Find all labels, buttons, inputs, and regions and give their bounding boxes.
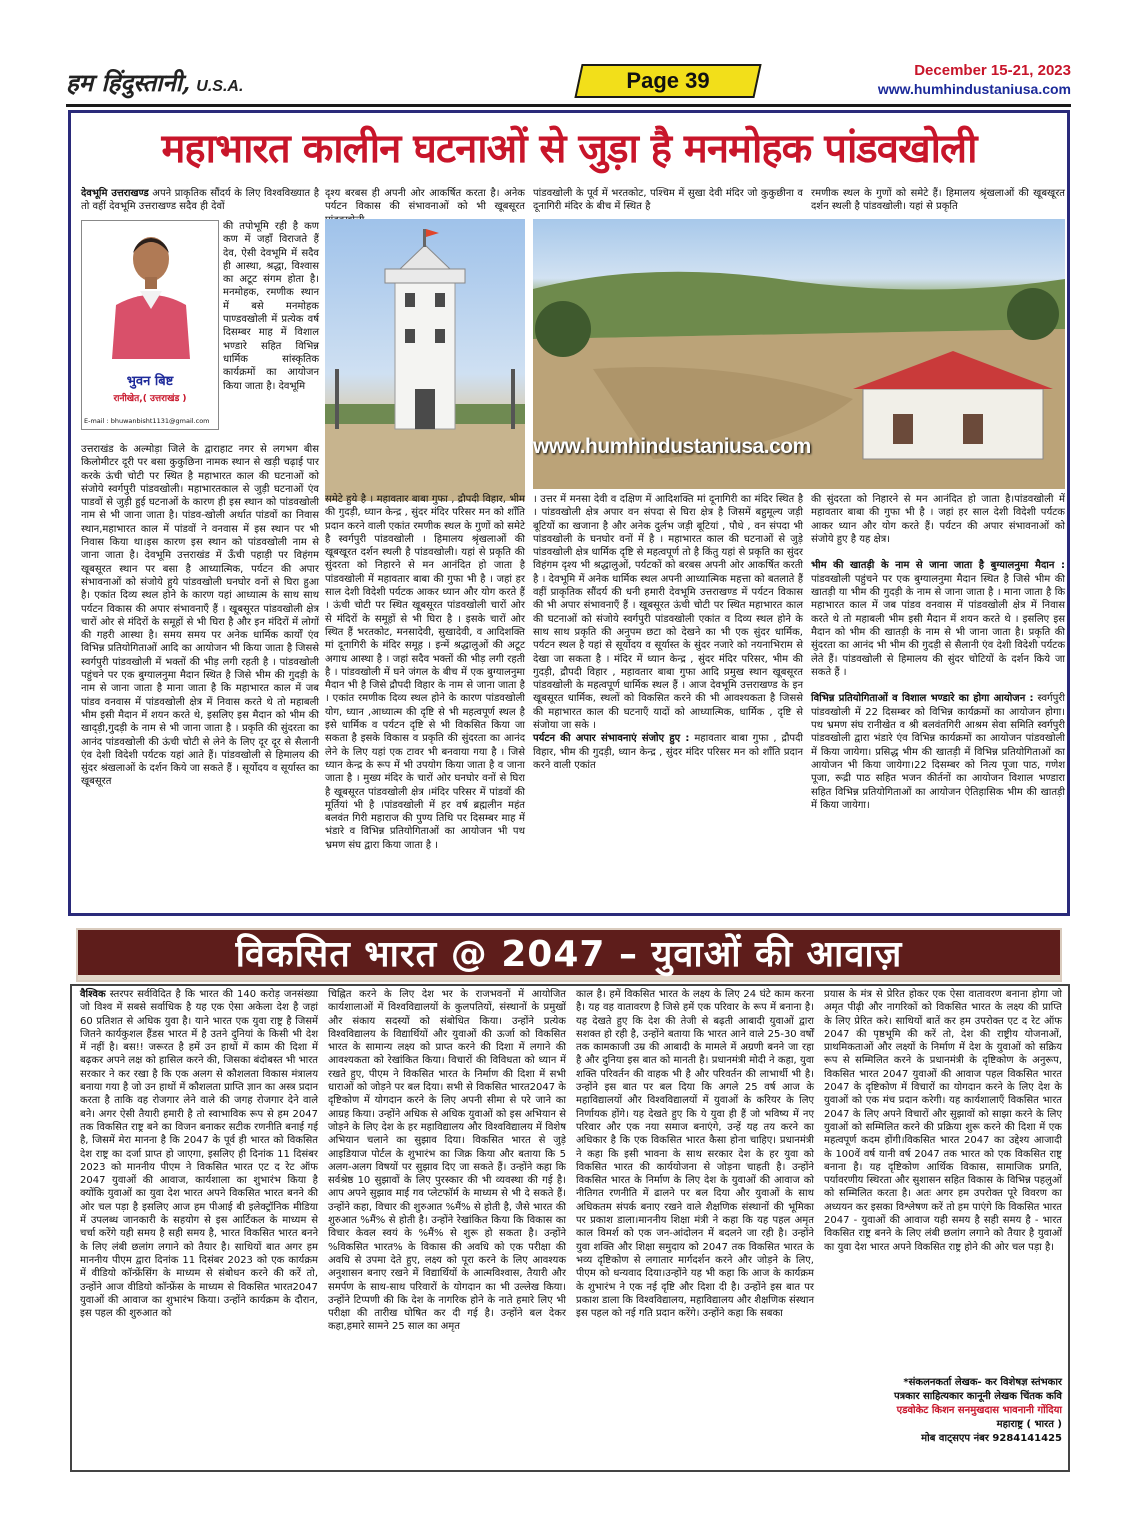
issue-info bbox=[878, 62, 1071, 97]
article2-col2: चिह्नित करने के लिए देश भर के राजभवनों में आयोजित कार्यशालाओं में विश्वविद्यालयों के कुलपतियों, संस्थानों के प्रमुखों और संकाय सदस्यों को संबोधित किया। उन्होंने प्रत्येक विश्वविद्यालय के विद्यार्थियों और युवाओं की ऊर्जा को विकसित भारत के सामान्य लक्ष्य को प्राप्त करने की दिशा में लगाने की आवश्यकता को रेखांकित किया। विचारों की विविधता को ध्यान में रखते हुए, पीएम ने विकसित भारत के निर्माण की दिशा में सभी धाराओं को जोड़ने पर बल दिया। सभी से विकसित भारत2047 के दृष्टिकोण में योगदान करने के लिए अपनी सीमा से परे जाने का आग्रह किया। उन्होंने अधिक से अधिक युवाओं को इस अभियान से जोड़ने के लिए देश के हर महाविद्यालय और विश्वविद्यालय में विशेष अभियान चलाने का सुझाव दिया। विकसित भारत से जुड़े आइडियाज पोर्टल के शुभारंभ का जिक्र किया और बताया कि 5 अलग-अलग विषयों पर सुझाव दिए जा सकते हैं। उन्होंने कहा कि सर्वश्रेष्ठ 10 सुझावों के लिए पुरस्कार की भी व्यवस्था की गई है। आप अपने सुझाव माई गव प्लेटफॉर्म के माध्यम से भी दे सकते हैं। उन्होंने कहा, विचार की शुरुआत %मैं% से होती है, जैसे भारत की शुरुआत %मैं% से होती है। उन्होंने रेखांकित किया कि विकास का विचार केवल स्वयं के %मैं% से शुरू हो सकता है। उन्होंने %विकसित भारत% के विकास की अवधि को एक परीक्षा की अवधि से उपमा देते हुए, लक्ष्य को पूरा करने के लिए आवश्यक अनुशासन बनाए रखने में विद्यार्थियों के आत्मविश्वास, तैयारी और समर्पण के साथ-साथ परिवारों के योगदान का भी उल्लेख किया। उन्होंने टिप्पणी की कि देश के नागरिक होने के नाते हमारे लिए भी परीक्षा की तारीख घोषित कर दी गई है। उन्होंने बल देकर कहा,हमारे सामने 25 साल का अमृत bbox=[328, 989, 566, 1333]
article1-col1-beside: की तपोभूमि रही है कण कण में जहाँ विराजते हैं देव, ऐसी देवभूमि में सदैव ही आस्था, श्रद्धा, विश्वास का अटूट संगम होता है। मनमोहक, रमणीक स्थान में बसे मनमोहक पाण्डवखोली में प्रत्येक वर्ष दिसम्बर माह में विशाल भण्डारे सहित विभिन्न धार्मिक सांस्कृतिक कार्यक्रमों का आयोजन किया जाता है। देवभूमि bbox=[223, 221, 319, 392]
article1-title: महाभारत कालीन घटनाओं से जुड़ा है मनमोहक पांडवखोली bbox=[161, 126, 977, 172]
article2-lead: वैश्विक bbox=[80, 989, 106, 1000]
article2-col4: प्रयास के मंत्र से प्रेरित होकर एक ऐसा वातावरण बनाना होगा जो अमृत पीढ़ी और नागरिकों को विकसित भारत के लक्ष्य की प्राप्ति के लिए प्रेरित करे। साथियों बातें कर हम उपरोक्त एट द रेट ऑफ 2047 की पृष्ठभूमि की करें तो, देश की राष्ट्रीय योजनाओं, प्राथमिकताओं और लक्ष्यों के निर्माण में देश के युवाओं को सक्रिय रूप से सम्मिलित करने के प्रधानमंत्री के दृष्टिकोण के अनुरूप, विकसित भारत 2047 युवाओं की आवाज पहल विकसित भारत 2047 के दृष्टिकोण में विचारों का योगदान करने के लिए देश के युवाओं को एक मंच प्रदान करेगी। यह कार्यशालाएँ विकसित भारत 2047 के लिए अपने विचारों और सुझावों को साझा करने के लिए युवाओं को सम्मिलित करने की प्रक्रिया शुरू करने की दिशा में एक महत्वपूर्ण कदम होंगी।विकसित भारत 2047 का उद्देश्य आजादी के 100वें वर्ष यानी वर्ष 2047 तक भारत को एक विकसित राष्ट्र बनाना है। यह दृष्टिकोण आर्थिक विकास, सामाजिक प्रगति, पर्यावरणीय स्थिरता और सुशासन सहित विकास के विभिन्न पहलुओं को सम्मिलित करता है। अतः अगर हम उपरोक्त पूरे विवरण का अध्ययन कर इसका विश्लेषण करें तो हम पाएंगे कि विकसित भारत 2047 - युवाओं की आवाज यही समय है सही समय है - भारत विकसित राष्ट्र बनने के लिए लंबी छलांग लगाने को तैयार है युवाओं का युवा देश भारत अपने विकसित राष्ट्र होने की ओर चल पड़ा है। bbox=[824, 989, 1062, 1253]
brand-usa: U.S.A. bbox=[196, 78, 244, 95]
article-pandavkholi bbox=[68, 110, 1070, 916]
author-photo bbox=[81, 220, 219, 430]
article2-title: विकसित भारत @ 2047 – युवाओं की आवाज़ bbox=[235, 934, 903, 975]
photo-watermark: www.humhindustaniusa.com bbox=[533, 435, 811, 458]
author-signature bbox=[824, 1376, 1062, 1446]
article1-lead: देवभूमि उत्तराखण्ड bbox=[81, 188, 149, 199]
page-header bbox=[66, 62, 1071, 102]
author-name: भुवन बिष्ट bbox=[126, 374, 174, 389]
website-link[interactable]: www.humhindustaniusa.com bbox=[877, 81, 1071, 97]
article1-col2-top: दृश्य बरबस ही अपनी ओर आकर्षित करता है। अनेक पर्यटन विकास की संभावनाओं को भी खूबसूरत bbox=[325, 188, 525, 213]
tower-photo bbox=[325, 219, 525, 501]
signature-line-4: महाराष्ट्र ( भारत ) bbox=[996, 1419, 1062, 1430]
article1-col1-bottom: उत्तराखंड के अल्मोड़ा जिले के द्वाराहाट नगर से लगभग बीस किलोमीटर दूरी पर बसा कुकुछिना नामक स्थान से खड़ी चढ़ाई पार करके ऊंची चोटी पर स्थित है महाभारत काल की घटनाओं को संजोये स्वर्गपुरी पांडवखोली। महाभारतकाल से जुड़ी घटनाओं एंव पाडवों से जुड़ी हुई घटनाओं के कारण ही इस स्थान को पांडवखोली नाम से भी जाना जाता है। पांडव-खोली अर्थात पांडवों का निवास स्थान,महाभारत काल में पांडवों ने वनवास में इस स्थान पर भी निवास किया था।इस कारण इस स्थान को पांडवखोली नाम से जाना जाता है। देवभूमि उत्तराखंड में ऊँची पहाड़ी पर विहंगम खूबसूरत स्थान पर बसा है आध्यात्मिक, पर्यटन की अपार संभावनाओं को संजोये हुये पांडवखोली घनघोर वनों से घिरा हुआ है। एकांत दिव्य स्थल होने के कारण यहां आध्यात्म के साथ साथ पर्यटन विकास की अपार संभावनाएँ हैं । खूबसूरत पांडवखोली क्षेत्र चारों ओर से मंदिरों के समूहों से भी घिरा है और इन मंदिरों में लोगों की गहरी आस्था है। समय समय पर अनेक धार्मिक कार्यों एंव विभिन्न प्रतियोगिताओं आदि का आयोजन भी किया जाता है जिससे स्वर्गपुरी पांडवखोली में भक्तों की भीड़ लगी रहती है । पांडवखोली पहुंचने पर एक बुग्यालनुमा मैदान स्थित है जिसे भीम की गुदड़ी के नाम से जाना जाता है माना जाता है कि महाभारत काल में जब पांडव वनवास में पांडवखोली क्षेत्र में निवास करते थे तो महाबली भीम इसी मैदान में शयन करते थे, इसलिए इस मैदान को भीम की खाद्ड़ी,गुदड़ी के नाम से भी जाना जाता है । प्रकृति की सुंदरता का आनंद पांडवखोली की ऊंची चोटी से लेने के लिए दूर दूर से सैलानी एंव देशी विदेशी पर्यटक यहां आते हैं। पांडवखोली से हिमालय की सुंदर श्रंखलाओं के दर्शन किये जा सकते हैं । सूर्योदय व सूर्यास्त का खूबसूरत bbox=[81, 444, 319, 788]
article1-col2-bottom: समेटे हुये है । महावतार बाबा गुफा , द्रौपदी विहार, भीम की गुदड़ी, ध्यान केन्द्र , सुंदर मंदिर परिसर मन को शाँति प्रदान करने वाली एकांत रमणीक स्थल के गुणों को समेटे है स्वर्गपुरी पांडवखोली । हिमालय श्रृंखलाओं की खूबखूरत दर्शन स्थली है पांडवखोली। यहां से प्रकृति की सुंदरता को निहारने से मन आनंदित हो जाता है पांडवखोली में महावतार बाबा की गुफा भी है । जहां हर साल देशी विदेशी पर्यटक आकर ध्यान और योग करते हैं । ऊंची चोटी पर स्थित खूबसूरत पांडवखोली चारों ओर से मंदिरों के समूहों से भी घिरा है । इसके चारों ओर स्थित हैं भरतकोट, मनसादेवी, सुखादेवी, व आदिशक्ति मां दूनागिरी के मंदिर समूह । इन्में श्रद्धालुओं की अटूट अगाध आस्था है । जहां सदैव भक्तों की भीड़ लगी रहती है । पांडवखोली में घने जंगल के बीच में एक बुग्यालनुमा मैदान भी है जिसे द्रौपदी विहार के नाम से जाना जाता है । एकांत रमणीक दिव्य स्थल होने के कारण पांडवखोली योग, ध्यान ,आध्यात्म की दृष्टि से भी महत्वपूर्ण स्थल है इसे धार्मिक व पर्यटन दृष्टि से भी विकसित किया जा सकता है इसके विकास व प्रकृति की सुंदरता का आनंद लेने के लिए यहां एक टावर भी बनवाया गया है । जिसे ध्यान केन्द्र के रूप में भी उपयोग किया जाता है व जाना जाता है । मुख्य मंदिर के चारों ओर घनघोर वनों से घिरा है खूबसूरत पांडवखोली क्षेत्र ।मंदिर परिसर में पांडवों की मूर्तियां भी है ।पांडवखोली में हर वर्ष ब्रह्मलीन महंत बलवंत गिरी महाराज की पुण्य तिथि पर दिसम्बर माह में भंडारे व विभिन्न प्रतियोगिताओं का आयोजन भी पथ भ्रमण संघ द्वारा किया जाता है । bbox=[325, 494, 525, 851]
article1-col1-top: देवभूमि उत्तराखण्ड अपने प्राकृतिक सौंदर्य के लिए विश्वविख्यात है तो वहीं देवभूमि उत्तराखण्ड सदैव ही देवों bbox=[81, 188, 319, 213]
issue-date: December 15-21, 2023 bbox=[914, 62, 1071, 79]
author-email: E-mail : bhuwanbisht1131@gmail.com bbox=[84, 417, 210, 425]
page-number-box bbox=[574, 64, 761, 98]
article1-col3-top: पांडवखोली के पूर्व में भरतकोट, पश्चिम में सुखा देवी मंदिर जो कुकुछीना व दूनागिरी मंदिर के बीच में स्थित है bbox=[533, 188, 803, 213]
newspaper-brand bbox=[66, 66, 243, 99]
article-viksit-bharat bbox=[70, 984, 1070, 1472]
signature-line-1: *संकलनकर्ता लेखक- कर विशेषज्ञ स्तंभकार bbox=[903, 1377, 1062, 1388]
author-place: रानीखेत,( उत्तराखंड ) bbox=[113, 394, 187, 404]
author-portrait-icon bbox=[110, 229, 192, 359]
article1-col4-bottom: की सुंदरता को निहारने से मन आनंदित हो जाता है।पांडवखोली में महावतार बाबा की गुफा भी है । जहां हर साल देशी विदेशी पर्यटक आकर ध्यान और योग करते हैं। पर्यटन की अपार संभावनाओं को संजोये हुए है यह क्षेत्र। भीम की खातड़ी के नाम से जाना जाता है बुग्यालनुमा मैदान : पांडवखोली पहुंचने पर एक बुग्यालनुमा मैदान स्थित है जिसे भीम की खातड़ी या भीम की गुदड़ी के नाम से जाना जाता है । माना जाता है कि महाभारत काल में जब पांडव वनवास में पांडवखोली क्षेत्र में निवास करते थे तो महाबली भीम इसी मैदान में शयन करते थे । इसलिए इस मैदान को भीम की खातड़ी के नाम से भी जाना जाता है। प्रकृति की सुंदरता का आनंद भी भीम की गुदड़ी से सैलानी एंव देशी विदेशी पर्यटक लेते हैं। पांडवखोली से हिमालय की सुंदर चोटियों के दर्शन किये जा सकते हैं । विभिन्न प्रतियोगिताओं व विशाल भण्डारे का होगा आयोजन : स्वर्गपुरी पांडवखोली में 22 दिसम्बर को विभिन्न कार्यक्रमों का आयोजन होगा।पथ भ्रमण संघ रानीखेत व श्री बलवंतगिरी आश्रम सेवा समिति स्वर्गपुरी पांडवखोली द्वारा भंडारे एंव विभिन्न कार्यक्रमों का आयोजन पांडवखोली में किया जायेगा। प्रसिद्ध भीम की खातड़ी में विभिन्न प्रतियोगिताओं का आयोजन भी किया जायेगा।22 दिसम्बर को नित्य पूजा पाठ, गणेश पूजा, रूद्री पाठ सहित भजन कीर्तनों का आयोजन विशाल भण्डारा सहित विभिन्न प्रतियोगिताओं का आयोजन ऐतिहासिक भीम की खातड़ी में किया जायेगा। bbox=[811, 494, 1065, 811]
article1-col4-subhead2: विभिन्न प्रतियोगिताओं व विशाल भण्डारे का होगा आयोजन : bbox=[811, 693, 1034, 705]
article1-col4-top: रमणीक स्थल के गुणों को समेटे हैं। हिमालय श्रृंखलाओं की खूबखूरत दर्शन स्थली है पांडवखोली। यहां से प्रकृति bbox=[811, 188, 1065, 213]
article1-col3-bottom: । उत्तर में मनसा देवी व दक्षिण में आदिशक्ति मां दूनागिरी का मंदिर स्थित है । पांडवखोली क्षेत्र अपार वन संपदा से घिरा क्षेत्र है जिसमें बहुमूल्य जड़ी बूटियों का खजाना है और अनेक दुर्लभ जड़ी बूटियां , पौधे , वन संपदा भी पांडवखोली के घनघोर वनों में है । महाभारत काल की घटनाओं से जुड़े पांडवखोली क्षेत्र धार्मिक दृष्टि से महत्वपूर्ण तो है किंतु यहां से प्रकृति का सुंदर विहंगम दृश्य भी श्रद्धालुओं, पर्यटकों को बरबस अपनी ओर आकर्षित करती है । देवभूमि में अनेक धार्मिक स्थल अपनी आध्यात्मिक महत्ता को बतलाते हैं वहीं प्राकृतिक सौंदर्य की धनी हमारी देवभूमि उत्तराखण्ड में पर्यटन विकास की भी अपार संभावनाएँ हैं । खूबसूरत ऊंची चोटी पर स्थित महाभारत काल की घटनाओं को संजोये स्वर्गपुरी पांडवखोली एकांत व दिव्य स्थल होने के साथ साथ प्रकृति की अनुपम छटा को देखने का भी एक सुंदर धार्मिक, पर्यटन स्थल है यहां से सूर्योदय व सूर्यास्त के सुंदर नजारे को नयनाभिराम से देखा जा सकता है । मंदिर में ध्यान केन्द्र , सुंदर मंदिर परिसर, भीम की गुदड़ी, द्रौपदी विहार , महावतार बाबा गुफा आदि प्रमुख स्थान खूबसूरत पांडवखोली के महत्वपूर्ण धार्मिक स्थल हैं । आज देवभूमि उत्तराखण्ड के इन खूबसूरत धार्मिक, स्थलों को विकसित करने की भी आवश्यकता है जिससे की महाभारत काल की घटनाएँ यादों को आध्यात्मिक, धार्मिक , दृष्टि से संजोया जा सके । पर्यटन की अपार संभावनाएं संजोए हुए : महावतार बाबा गुफा , द्रौपदी विहार, भीम की गुदड़ी, ध्यान केन्द्र , सुंदर मंदिर परिसर मन को शाँति प्रदान करने वाली एकांत bbox=[533, 494, 803, 771]
article2-banner bbox=[78, 930, 1060, 980]
article2-col3: काल है। हमें विकसित भारत के लक्ष्य के लिए 24 घंटे काम करना है। यह वह वातावरण है जिसे हमें एक परिवार के रूप में बनाना है। यह देखते हुए कि देश की तेजी से बढ़ती आबादी युवाओं द्वारा सशक्त हो रही है, उन्होंने बताया कि भारत आने वाले 25-30 वर्षों तक कामकाजी उम्र की आबादी के मामले में अग्रणी बनने जा रहा है और दुनिया इस बात को मानती है। प्रधानमंत्री मोदी ने कहा, युवा शक्ति परिवर्तन की वाहक भी है और परिवर्तन की लाभार्थी भी है। उन्होंने इस बात पर बल दिया कि अगले 25 वर्ष आज के महाविद्यालयों और विश्वविद्यालयों में युवाओं के करियर के लिए निर्णायक होंगे। यह देखते हुए कि ये युवा ही हैं जो भविष्य में नए परिवार और एक नया समाज बनाएंगे, उन्हें यह तय करने का अधिकार है कि एक विकसित भारत कैसा होना चाहिए। प्रधानमंत्री ने कहा कि इसी भावना के साथ सरकार देश के हर युवा को विकसित भारत की कार्ययोजना से जोड़ना चाहती है। उन्होंने विकसित भारत के निर्माण के लिए देश के युवाओं की आवाज को नीतिगत रणनीति में ढालने पर बल दिया और युवाओं के साथ अधिकतम संपर्क बनाए रखने वाले शैक्षणिक संस्थानों की भूमिका पर प्रकाश डाला।माननीय शिक्षा मंत्री ने कहा कि यह पहल अमृत काल विमर्श को एक जन-आंदोलन में बदलने जा रही है। उन्होंने युवा शक्ति और शिक्षा समुदाय को 2047 तक विकसित भारत के भव्य दृष्टिकोण से लगातार मार्गदर्शन करने और जोड़ने के लिए, पीएम को धन्यवाद दिया।उन्होंने यह भी कहा कि आज के कार्यक्रम के शुभारंभ ने एक नई दृष्टि और दिशा दी है। उन्होंने इस बात पर प्रकाश डाला कि विश्वविद्यालय, महाविद्यालय और शैक्षणिक संस्थान इस पहल को नई गति प्रदान करेंगे। उन्होंने कहा कि सबका bbox=[576, 989, 814, 1320]
article2-col1: वैश्विक स्तरपर सर्वविदित है कि भारत की 140 करोड़ जनसंख्या जो विश्व में सबसे सर्वाधिक है यह एक ऐसा अकेला देश है जहां 60 प्रतिशत से अधिक युवा है। याने भारत एक युवा राष्ट्र है जिसमें जितने कार्यकुशल हैंडस भारत में है उतने दुनियां के किसी भी देश में नहीं है। बस!! जरूरत है हमें उन हाथों में काम की दिशा में बढ़कर अपने लक्ष को हासिल करने की, जिसका बंदोबस्त भी भारत सरकार ने कर रखा है कि एक अलग से कौशलता विकास मंत्रालय बनाया गया है जो उन हाथों में कौशलता प्राप्ति ज्ञान का अस्त्र प्रदान करता है ताकि वह रोजगार लेने वाले की जगह रोजगार देने वाले बने। अगर ऐसी तैयारी हमारी है तो स्वाभाविक रूप से हम 2047 तक विकसित राष्ट्र बने का विजन बनाकर सटीक रणनीति बनाई गई है, जिसमें मेरा मानना है कि 2047 के पूर्व ही भारत को विकसित देश राष्ट्र का दर्जा प्राप्त हो जाएगा, इसलिए ही दिनांक 11 दिसंबर 2023 को माननीय पीएम ने विकसित भारत एट द रेट ऑफ 2047 युवाओं की आवाज, कार्यशाला का शुभारंभ किया है क्योंकि युवाओं का युवा देश भारत अपने विकसित भारत बनने की ओर चल पड़ा है इसलिए आज हम पीआई बी इलेक्ट्रॉनिक मीडिया में उपलब्ध जानकारी के सहयोग से इस आर्टिकल के माध्यम से चर्चा करेंगे यही समय है सही समय है, भारत विकसित भारत बनने के लिए लंबी छलांग लगाने को तैयार है। साथियों बात अगर हम माननीय पीएम द्वारा दिनांक 11 दिसंबर 2023 को एक कार्यक्रम में वीडियो कॉन्फ्रेंसिंग के माध्यम से संबोधन करने की करें तो, उन्होंने आज वीडियो कॉन्फ्रेंस के माध्यम से विकसित भारत2047 युवाओं की आवाज का शुभारंभ किया। उन्होंने कार्यक्रम के दौरान, इस पहल की शुरुआत को bbox=[80, 989, 318, 1320]
signature-line-2: पत्रकार साहित्यकार कानूनी लेखक चिंतक कवि bbox=[893, 1391, 1062, 1402]
meditation-tower-icon bbox=[325, 219, 525, 501]
article1-col3-subhead: पर्यटन की अपार संभावनाएं संजोए हुए : bbox=[533, 733, 690, 745]
brand-name: हम हिंदुस्तानी, bbox=[66, 68, 191, 97]
signature-line-3: एडवोकेट किशन सनमुखदास भावनानी गोंदिया bbox=[896, 1405, 1062, 1416]
header-divider bbox=[66, 104, 1071, 107]
page-number: Page 39 bbox=[626, 68, 710, 93]
article1-col4-subhead1: भीम की खातड़ी के नाम से जाना जाता है बुग्यालनुमा मैदान : bbox=[811, 560, 1065, 572]
signature-line-5: मोब वाट्सएप नंबर 9284141425 bbox=[921, 1433, 1062, 1444]
